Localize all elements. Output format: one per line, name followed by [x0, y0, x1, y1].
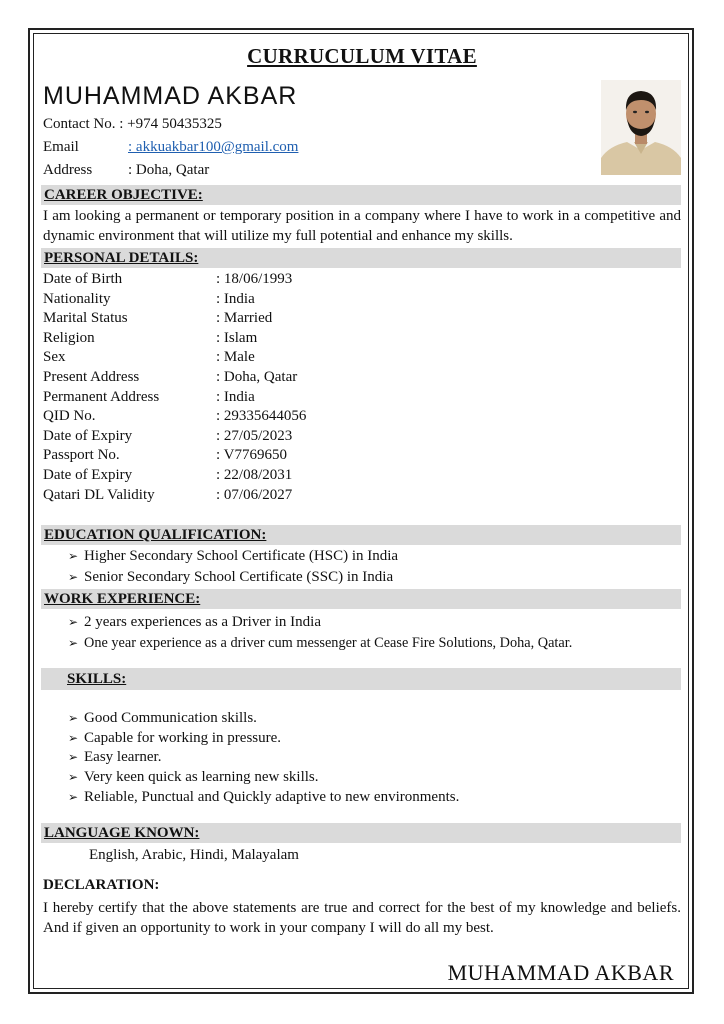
detail-value: : 22/08/2031: [216, 467, 293, 483]
career-objective-text: I am looking a permanent or temporary position in a company where I have to work in a competitive and dynamic environment that will utilize my full potential and enhance my skills.: [43, 208, 681, 244]
detail-row: [43, 486, 292, 506]
contact-email-label: Email: [43, 139, 79, 155]
contact-address-row: [43, 162, 209, 179]
arrow-bullet-icon: ➢: [68, 731, 79, 745]
arrow-bullet-icon: ➢: [68, 770, 79, 784]
detail-label: Date of Expiry: [43, 427, 133, 444]
applicant-name: MUHAMMAD AKBAR: [43, 82, 298, 110]
languages-text: English, Arabic, Hindi, Malayalam: [89, 847, 299, 863]
section-language-known: LANGUAGE KNOWN:: [41, 823, 681, 843]
skill-item: Easy learner.: [84, 749, 162, 765]
section-career-objective: CAREER OBJECTIVE:: [41, 185, 681, 205]
detail-row: [43, 407, 306, 427]
education-item: Higher Secondary School Certificate (HSC) in India: [84, 548, 399, 564]
contact-phone-value: +974 50435325: [127, 116, 222, 132]
detail-label: Nationality: [43, 290, 111, 307]
list-item: [68, 708, 257, 728]
detail-label: Qatari DL Validity: [43, 486, 155, 503]
detail-label: Passport No.: [43, 447, 120, 464]
arrow-bullet-icon: ➢: [68, 549, 79, 563]
section-education: EDUCATION QUALIFICATION:: [41, 525, 681, 545]
contact-address-label: Address: [43, 162, 93, 178]
detail-row: [43, 329, 257, 349]
detail-row: [43, 348, 255, 368]
detail-label: Permanent Address: [43, 388, 160, 405]
work-item: 2 years experiences as a Driver in India: [84, 614, 321, 630]
arrow-bullet-icon: ➢: [68, 790, 79, 804]
detail-value: : India: [216, 388, 255, 405]
detail-value: : 27/05/2023: [216, 427, 293, 444]
detail-label: Sex: [43, 349, 66, 366]
detail-row: [43, 446, 287, 466]
section-work-experience: WORK EXPERIENCE:: [41, 589, 681, 609]
list-item: [68, 567, 393, 587]
detail-label: Date of Expiry: [43, 467, 133, 483]
detail-label: QID No.: [43, 408, 96, 425]
detail-row: [43, 466, 292, 486]
detail-value: : 29335644056: [216, 408, 307, 425]
detail-value: : 18/06/1993: [216, 271, 293, 287]
section-skills: SKILLS:: [41, 668, 681, 690]
skill-item: Good Communication skills.: [84, 710, 257, 726]
detail-row: [43, 388, 255, 408]
contact-phone-label: Contact No. :: [43, 116, 124, 132]
detail-value: : Islam: [216, 329, 258, 346]
detail-label: Marital Status: [43, 310, 128, 327]
detail-value: : Doha, Qatar: [216, 369, 298, 385]
contact-address-value: : Doha, Qatar: [128, 162, 210, 178]
list-item: [68, 612, 321, 632]
arrow-bullet-icon: ➢: [68, 750, 79, 764]
profile-photo: [601, 80, 681, 175]
detail-label: Date of Birth: [43, 271, 123, 287]
detail-value: : V7769650: [216, 447, 287, 464]
skill-item: Reliable, Punctual and Quickly adaptive to new environments.: [84, 789, 460, 805]
education-item: Senior Secondary School Certificate (SSC) in India: [84, 569, 394, 585]
contact-phone-row: [43, 116, 222, 133]
email-link[interactable]: : akkuakbar100@gmail.com: [128, 139, 299, 155]
detail-row: [43, 427, 292, 447]
detail-value: : Male: [216, 349, 255, 366]
skill-item: Very keen quick as learning new skills.: [84, 769, 319, 785]
detail-label: Present Address: [43, 369, 140, 385]
signature-name: MUHAMMAD AKBAR: [447, 960, 674, 985]
declaration-text: I hereby certify that the above statements are true and correct for the best of my knowledge and beliefs. And if given an opportunity to work in your company I will do all my best.: [43, 900, 681, 936]
arrow-bullet-icon: ➢: [68, 711, 79, 725]
work-item: One year experience as a driver cum messenger at Cease Fire Solutions, Doha, Qatar.: [84, 635, 573, 651]
list-item: [68, 546, 398, 566]
contact-email-row: [43, 139, 298, 156]
section-declaration: DECLARATION:: [43, 877, 160, 893]
detail-row: [43, 290, 255, 310]
arrow-bullet-icon: ➢: [68, 636, 79, 650]
detail-row: [43, 368, 297, 388]
list-item: [68, 633, 572, 653]
list-item: [68, 728, 281, 748]
list-item: [68, 767, 319, 787]
section-personal-details: PERSONAL DETAILS:: [41, 248, 681, 268]
detail-row: [43, 309, 272, 329]
arrow-bullet-icon: ➢: [68, 570, 79, 584]
list-item: [68, 787, 459, 807]
skill-item: Capable for working in pressure.: [84, 730, 282, 746]
list-item: [68, 747, 161, 767]
detail-row: [43, 270, 292, 290]
detail-value: : Married: [216, 310, 273, 327]
document-title: CURRUCULUM VITAE: [247, 44, 477, 68]
detail-value: : India: [216, 290, 255, 307]
detail-label: Religion: [43, 329, 95, 346]
arrow-bullet-icon: ➢: [68, 615, 79, 629]
detail-value: : 07/06/2027: [216, 486, 293, 503]
